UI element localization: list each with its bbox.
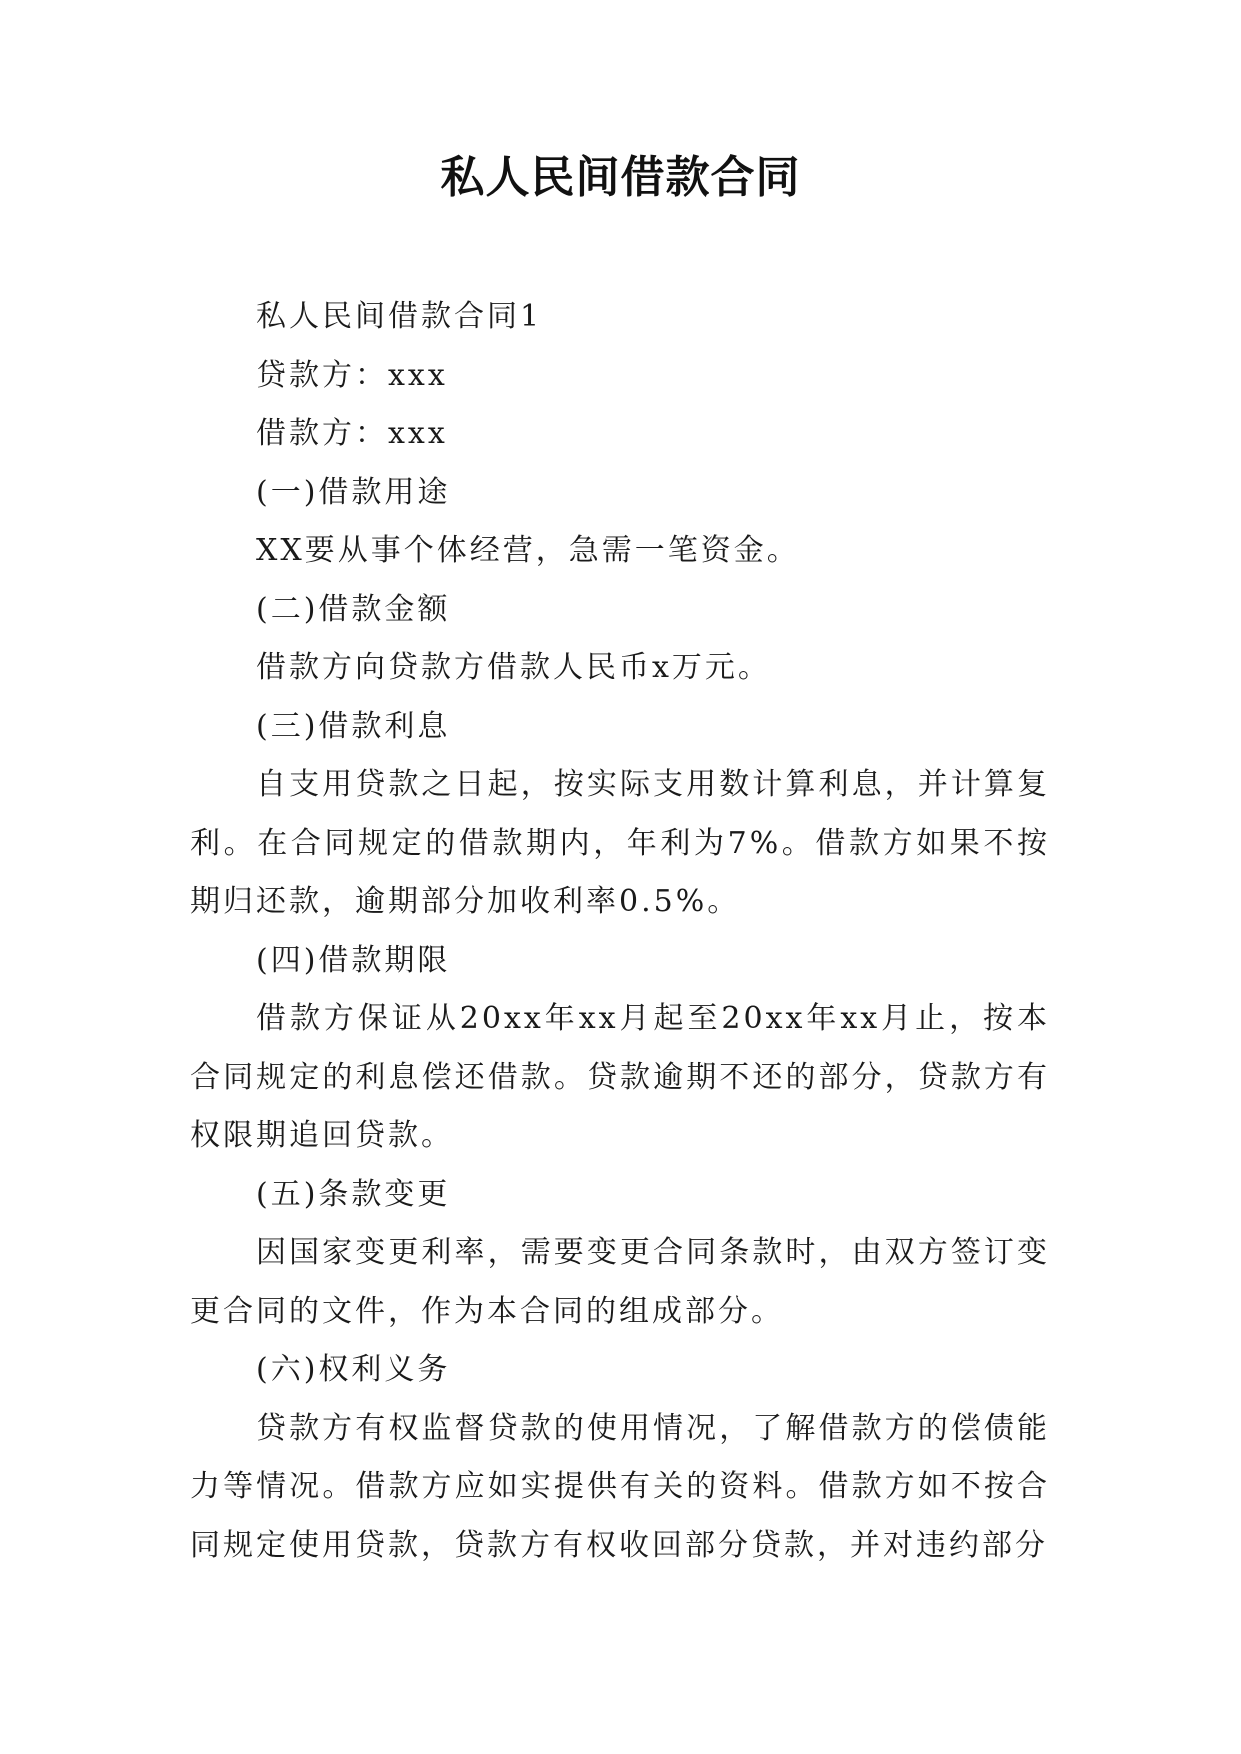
- section-heading-purpose: (一)借款用途: [256, 474, 451, 510]
- paragraph-purpose: XX要从事个体经营，急需一笔资金。: [256, 533, 800, 568]
- section-heading-term: (四)借款期限: [256, 942, 451, 978]
- paragraph-contract-number: 私人民间借款合同1: [256, 299, 543, 334]
- paragraph-term: 借款方保证从20xx年xx月起至20xx年xx月止，按本合同规定的利息偿还借款。贷款逾期不还的部分，贷款方有权限期追回贷款。: [190, 1001, 1050, 1153]
- paragraph-lender: 贷款方：xxx: [256, 357, 448, 393]
- section-heading-amount: (二)借款金额: [256, 591, 451, 627]
- paragraph-rights: 贷款方有权监督贷款的使用情况，了解借款方的偿债能力等情况。借款方应如实提供有关的资料。借款方如不按合同规定使用贷款，贷款方有权收回部分贷款，并对违约部分: [190, 1410, 1050, 1563]
- paragraph-interest: 自支用贷款之日起，按实际支用数计算利息，并计算复利。在合同规定的借款期内，年利为7%。借款方如果不按期归还款，逾期部分加收利率0.5%。: [190, 767, 1050, 919]
- paragraph-borrower: 借款方：xxx: [256, 416, 448, 451]
- section-heading-amendment: (五)条款变更: [256, 1176, 451, 1212]
- section-heading-interest: (三)借款利息: [256, 708, 451, 744]
- paragraph-amendment: 因国家变更利率，需要变更合同条款时，由双方签订变更合同的文件，作为本合同的组成部分。: [190, 1235, 1050, 1329]
- document-title: 私人民间借款合同: [440, 152, 801, 203]
- document-body: [190, 288, 1050, 1575]
- section-heading-rights: (六)权利义务: [256, 1352, 451, 1387]
- paragraph-amount: 借款方向贷款方借款人民币x万元。: [256, 650, 771, 685]
